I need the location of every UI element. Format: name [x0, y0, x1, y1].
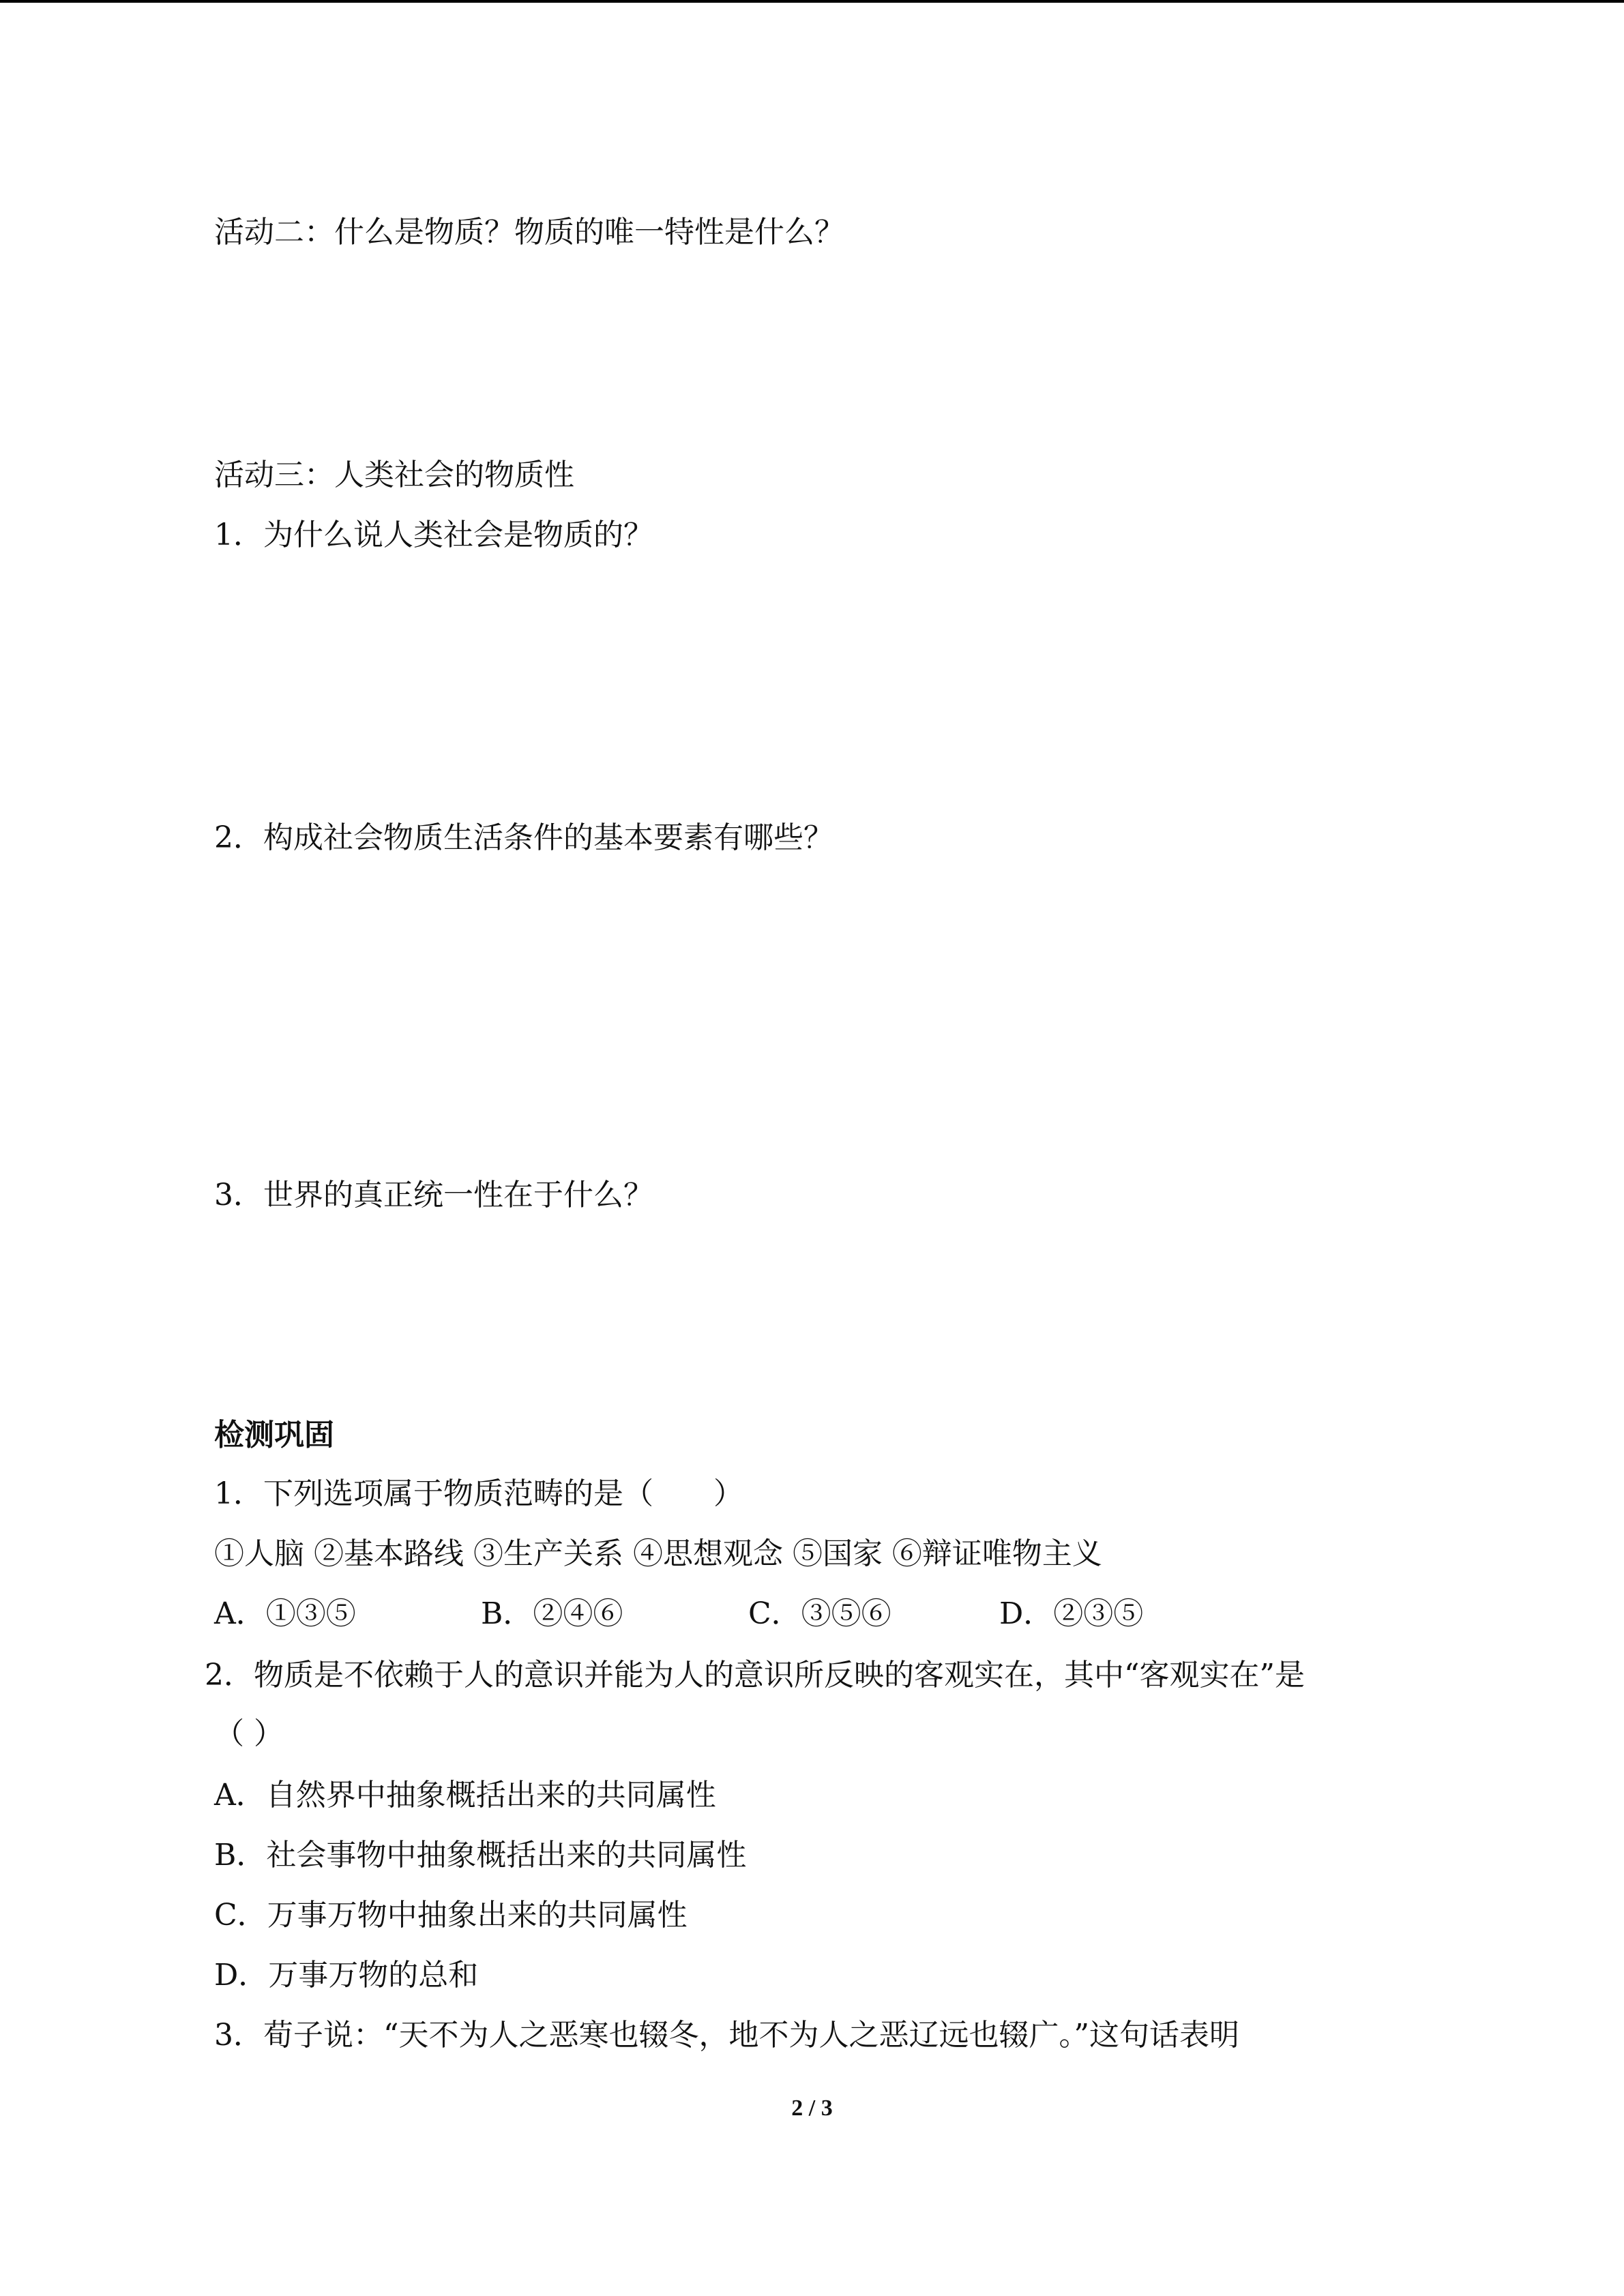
test-q1-option-b: B．②④⑥ — [481, 1596, 623, 1631]
page-number: 2 / 3 — [791, 2096, 833, 2121]
activity3-question-3: 3．世界的真正统一性在于什么？ — [214, 1178, 653, 1212]
test-q2-answer-paren: （ ） — [214, 1716, 284, 1751]
test-section-heading: 检测巩固 — [214, 1418, 334, 1452]
activity3-question-2: 2．构成社会物质生活条件的基本要素有哪些？ — [214, 820, 833, 855]
test-q2-stem: 2．物质是不依赖于人的意识并能为人的意识所反映的客观实在，其中“客观实在”是 — [205, 1658, 1305, 1693]
activity2-title: 活动二：什么是物质？物质的唯一特性是什么？ — [214, 215, 844, 250]
activity3-question-1: 1．为什么说人类社会是物质的？ — [214, 518, 653, 552]
test-q2-option-a: A．自然界中抽象概括出来的共同属性 — [214, 1778, 716, 1813]
test-q3-stem: 3．荀子说：“天不为人之恶寒也辍冬，地不为人之恶辽远也辍广。”这句话表明 — [214, 2018, 1239, 2053]
test-q1-items: ①人脑 ②基本路线 ③生产关系 ④思想观念 ⑤国家 ⑥辩证唯物主义 — [214, 1536, 1102, 1571]
test-q2-option-d: D．万事万物的总和 — [214, 1958, 479, 1993]
test-q1-stem: 1．下列选项属于物质范畴的是（ ） — [214, 1476, 743, 1511]
test-q2-option-c: C．万事万物中抽象出来的共同属性 — [214, 1898, 688, 1933]
test-q1-option-a: A．①③⑤ — [214, 1596, 356, 1631]
test-q1-option-c: C．③⑤⑥ — [748, 1596, 891, 1631]
test-q2-option-b: B．社会事物中抽象概括出来的共同属性 — [214, 1838, 747, 1873]
test-q1-option-d: D．②③⑤ — [999, 1596, 1144, 1631]
activity3-title: 活动三：人类社会的物质性 — [214, 458, 574, 492]
top-border-rule — [0, 0, 1624, 3]
